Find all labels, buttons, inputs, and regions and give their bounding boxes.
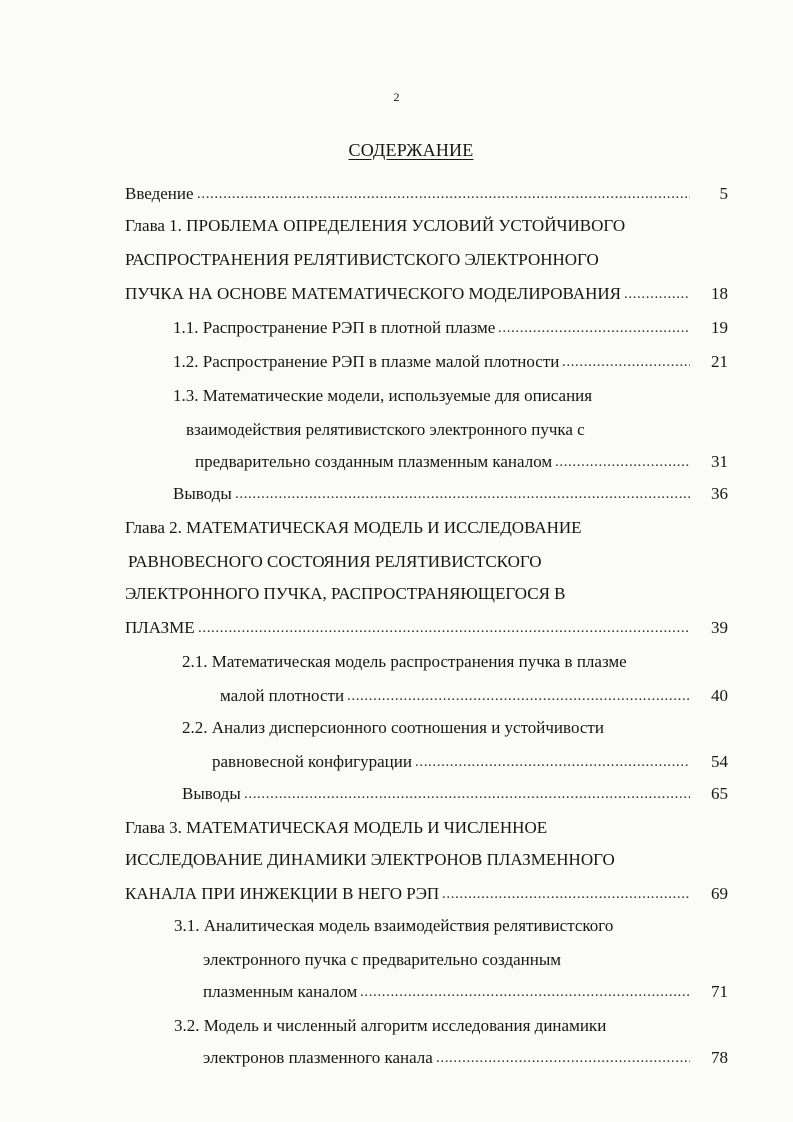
toc-entry-text: ПЛАЗМЕ: [125, 618, 195, 637]
toc-leader-dots: [415, 750, 690, 774]
toc-entry-text: ИССЛЕДОВАНИЕ ДИНАМИКИ ЭЛЕКТРОНОВ ПЛАЗМЕННОГО: [125, 850, 615, 869]
toc-leader-dots: [498, 316, 690, 340]
toc-entry-text: Выводы: [182, 784, 241, 803]
toc-entry-page: 71: [711, 982, 728, 1001]
toc-entry-text: 1.1. Распространение РЭП в плотной плазме: [173, 318, 496, 337]
toc-entry: [0, 816, 793, 840]
toc-entry-page: 54: [711, 752, 728, 771]
toc-entry: [0, 882, 793, 906]
toc-entry: [0, 450, 793, 474]
toc-entry-page: 5: [719, 184, 728, 203]
toc-leader-dots: [235, 482, 690, 506]
toc-leader-dots: [360, 980, 690, 1004]
toc-entry: [0, 1046, 793, 1070]
toc-entry-text: Глава 2. МАТЕМАТИЧЕСКАЯ МОДЕЛЬ И ИССЛЕДОВАНИЕ: [125, 518, 582, 537]
toc-leader-dots: [197, 182, 690, 206]
toc-entry: [0, 650, 793, 674]
toc-entry-text: электронов плазменного канала: [203, 1048, 433, 1067]
toc-entry-text: 2.2. Анализ дисперсионного соотношения и устойчивости: [182, 718, 604, 737]
toc-entry-page: 65: [711, 784, 728, 803]
toc-entry-page: 78: [711, 1048, 728, 1067]
toc-entry-text: 1.3. Математические модели, используемые для описания: [173, 386, 593, 405]
toc-entry-text: взаимодействия релятивистского электронного пучка с: [186, 420, 585, 439]
toc-entry-text: Глава 1. ПРОБЛЕМА ОПРЕДЕЛЕНИЯ УСЛОВИЙ УСТОЙЧИВОГО: [125, 216, 626, 235]
toc-entry-page: 18: [711, 284, 728, 303]
toc-entry: [0, 980, 793, 1004]
toc-entry-text: Введение: [125, 184, 194, 203]
toc-entry-text: Выводы: [173, 484, 232, 503]
toc-entry: [0, 248, 793, 272]
toc-leader-dots: [244, 782, 690, 806]
toc-entry-text: 1.2. Распространение РЭП в плазме малой плотности: [173, 352, 560, 371]
toc-leader-dots: [436, 1046, 690, 1070]
toc-entry-text: Глава 3. МАТЕМАТИЧЕСКАЯ МОДЕЛЬ И ЧИСЛЕННОЕ: [125, 818, 548, 837]
toc-entry-text: ПУЧКА НА ОСНОВЕ МАТЕМАТИЧЕСКОГО МОДЕЛИРОВАНИЯ: [125, 284, 621, 303]
toc-leader-dots: [347, 684, 690, 708]
toc-entry-page: 19: [711, 318, 728, 337]
toc-entry: [0, 384, 793, 408]
toc-entry-text: ЭЛЕКТРОННОГО ПУЧКА, РАСПРОСТРАНЯЮЩЕГОСЯ В: [125, 584, 566, 603]
toc-entry-text: 3.1. Аналитическая модель взаимодействия релятивистского: [174, 916, 614, 935]
toc-title: СОДЕРЖАНИЕ: [348, 140, 474, 160]
toc-entry-text: 2.1. Математическая модель распространения пучка в плазме: [182, 652, 627, 671]
toc-entry: [0, 282, 793, 306]
toc-entry: [0, 782, 793, 806]
toc-entry: [0, 716, 793, 740]
toc-entry: [0, 914, 793, 938]
page-number: 2: [393, 90, 400, 104]
toc-entry: [0, 214, 793, 238]
toc-leader-dots: [198, 616, 690, 640]
toc-entry-page: 39: [711, 618, 728, 637]
toc-entry-page: 69: [711, 884, 728, 903]
toc-entry: [0, 948, 793, 972]
toc-entry: [0, 550, 793, 574]
toc-entry-text: РАСПРОСТРАНЕНИЯ РЕЛЯТИВИСТСКОГО ЭЛЕКТРОННОГО: [125, 250, 599, 269]
toc-entry-page: 21: [711, 352, 728, 371]
toc-entry-text: КАНАЛА ПРИ ИНЖЕКЦИИ В НЕГО РЭП: [125, 884, 440, 903]
toc-entry-text: электронного пучка с предварительно созданным: [203, 950, 562, 969]
toc-entry-text: равновесной конфигурации: [212, 752, 412, 771]
toc-entry: [0, 350, 793, 374]
toc-entry: [0, 418, 793, 442]
toc-entry-page: 40: [711, 686, 728, 705]
toc-entry: [0, 482, 793, 506]
toc-entry-text: РАВНОВЕСНОГО СОСТОЯНИЯ РЕЛЯТИВИСТСКОГО: [128, 552, 542, 571]
toc-entry: [0, 582, 793, 606]
toc-entry: [0, 848, 793, 872]
toc-entry-text: плазменным каналом: [203, 982, 358, 1001]
toc-leader-dots: [555, 450, 690, 474]
toc-entry-text: предварительно созданным плазменным каналом: [195, 452, 553, 471]
toc-entry: [0, 516, 793, 540]
toc-entry-page: 31: [711, 452, 728, 471]
toc-entry-text: малой плотности: [220, 686, 345, 705]
toc-entry: [0, 684, 793, 708]
toc-entry: [0, 616, 793, 640]
toc-entry: [0, 316, 793, 340]
toc-leader-dots: [624, 282, 690, 306]
toc-entry-text: 3.2. Модель и численный алгоритм исследования динамики: [174, 1016, 607, 1035]
toc-entry-page: 36: [711, 484, 728, 503]
toc-leader-dots: [562, 350, 690, 374]
toc-leader-dots: [442, 882, 690, 906]
toc-entry: [0, 182, 793, 206]
toc-entry: [0, 1014, 793, 1038]
toc-entry: [0, 750, 793, 774]
